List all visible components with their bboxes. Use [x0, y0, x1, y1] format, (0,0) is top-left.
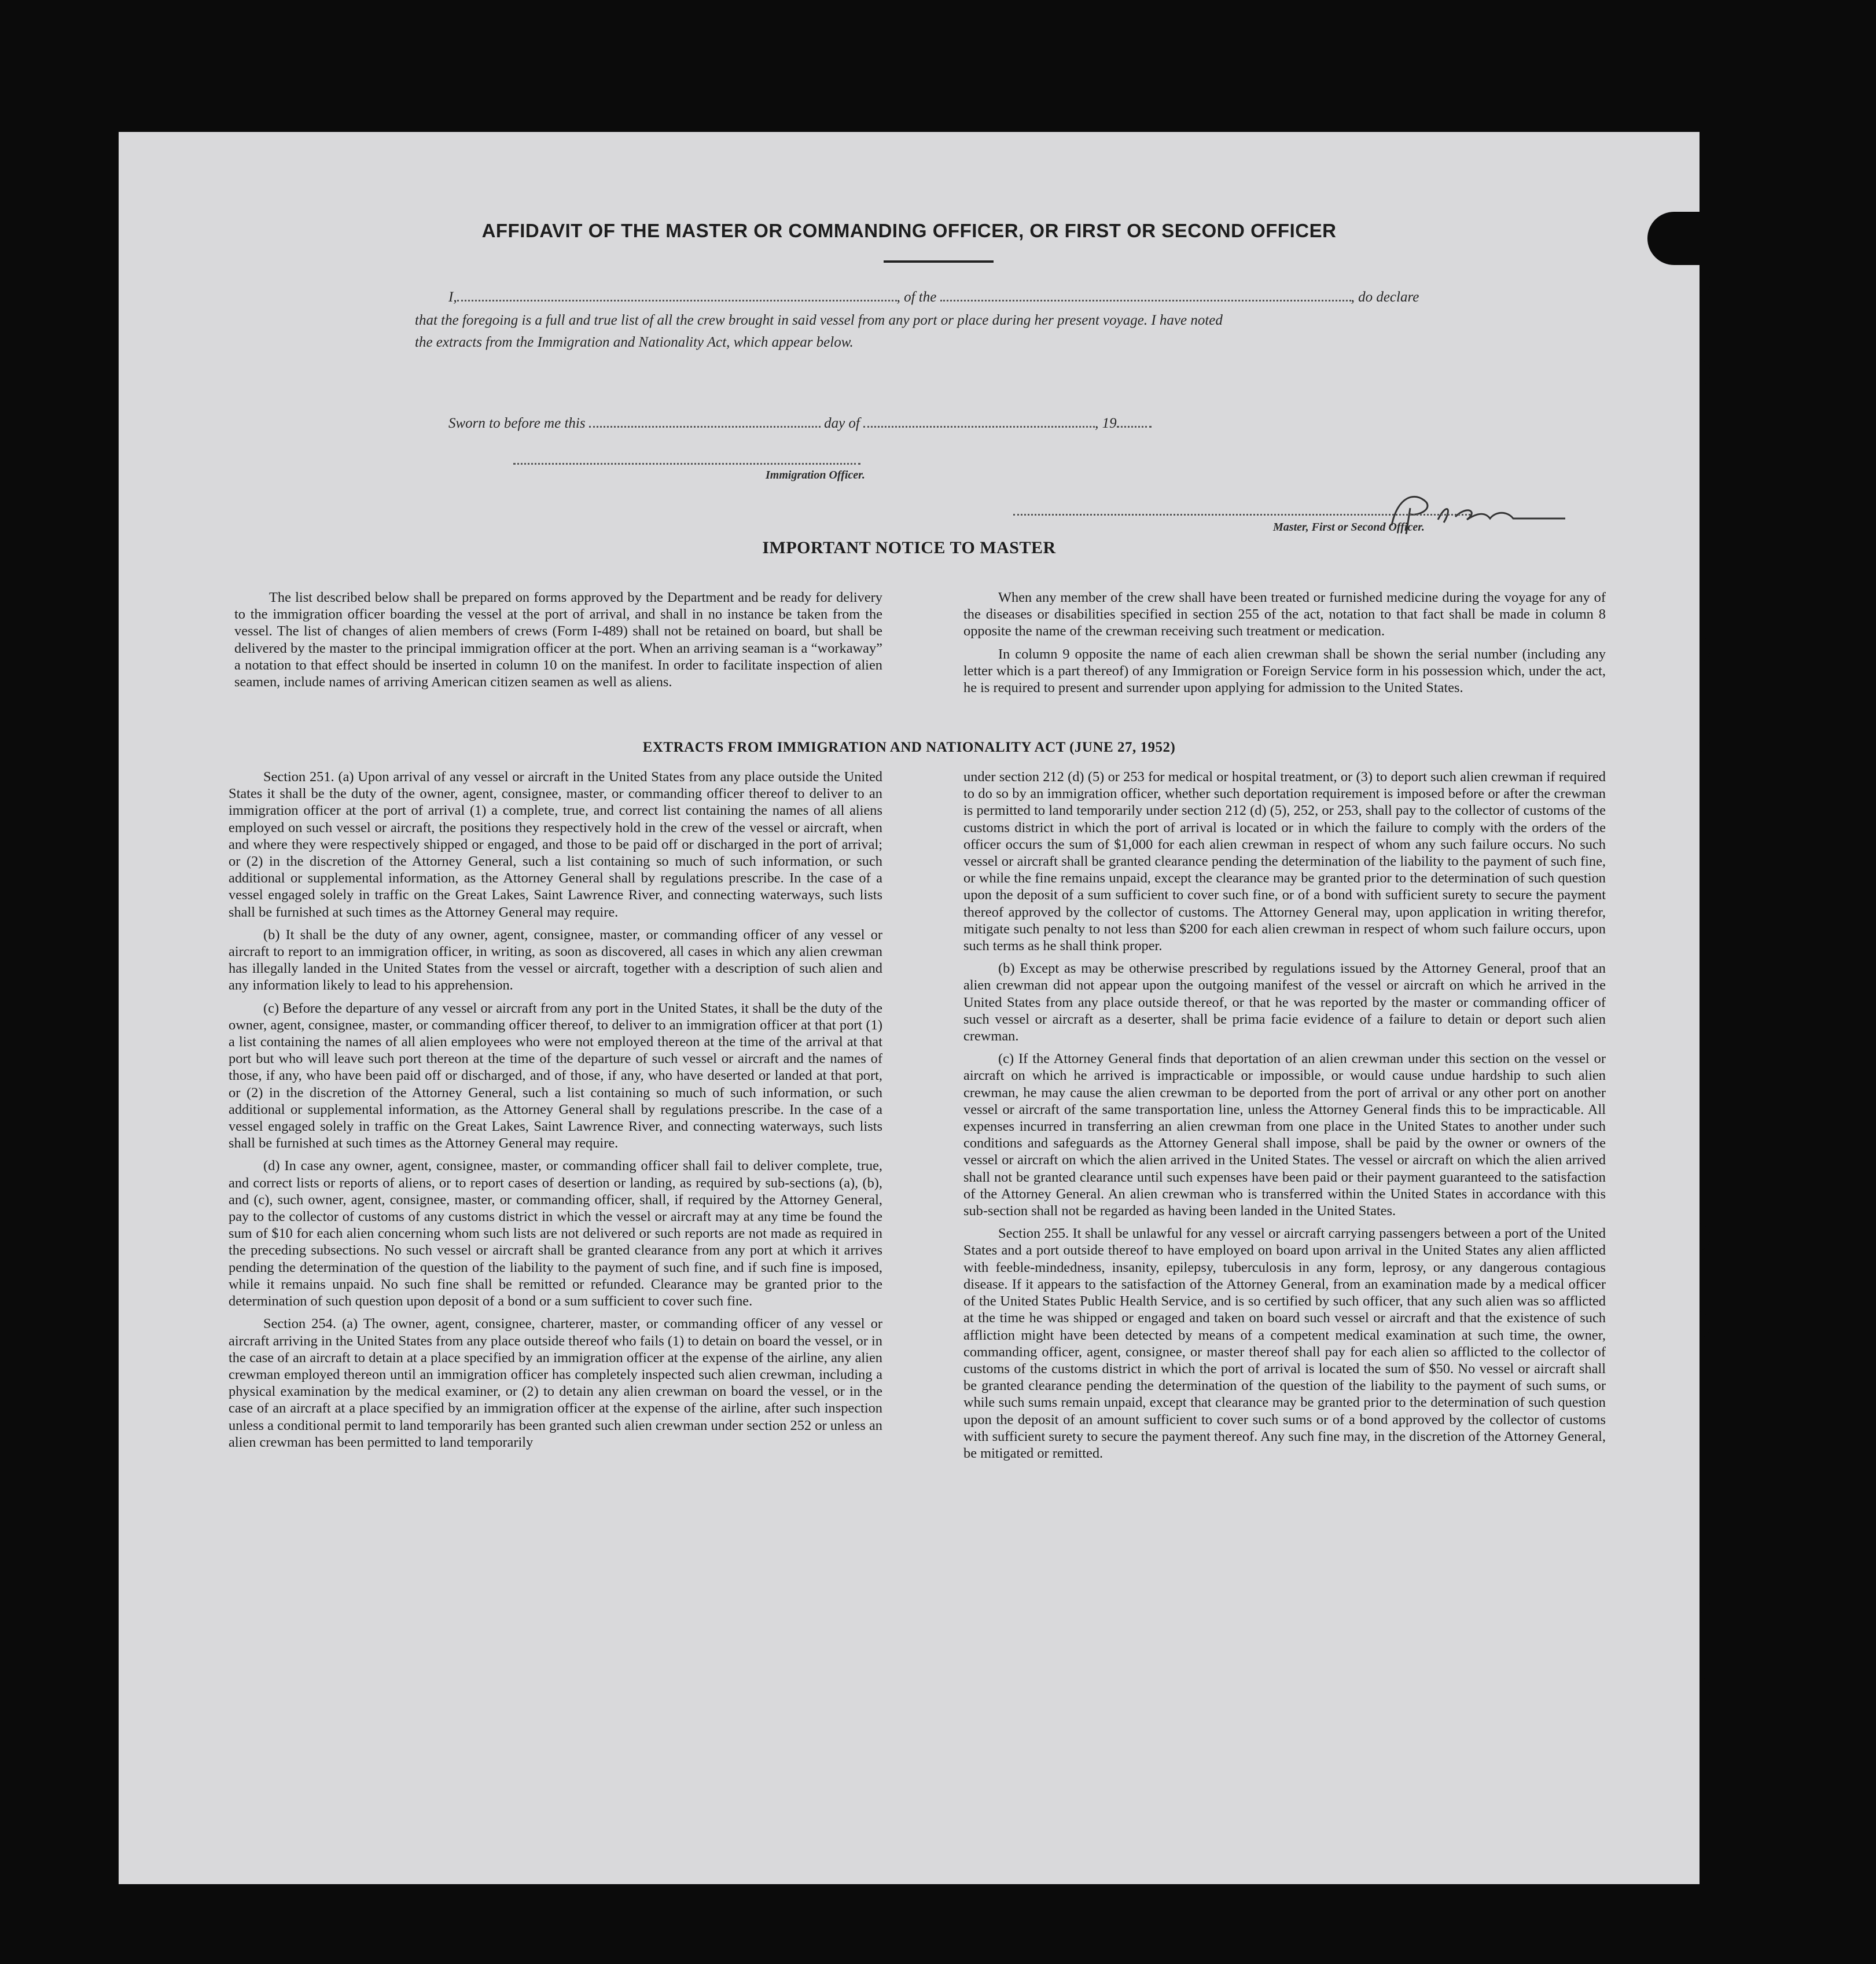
i-label: I,: [448, 289, 457, 305]
section-255: Section 255. It shall be unlawful for any vessel or aircraft carrying passengers between a port of the United States and a port outside thereof to have employed on board upon arrival in the United States any alien afflicted with feeble-mindedness, insanity, epilepsy, tuberculosis in any form, leprosy, or any dangerous contagious disease. If it appears to the satisfaction of the Attorney General, from an examination made by a medical officer of the United States Public Health Service, and is so certified by such officer, that any such alien was so afflicted at the time he was shipped or engaged and taken on board such vessel or aircraft and that the existence of such affliction might have been detected by means of a competent medical examination at such time, the owner, commanding officer, agent, consignee, or master thereof shall pay for each alien so afflicted to the collector of customs of the customs district in which the port of arrival is located the sum of $50. No vessel or aircraft shall be granted clearance pending the determination of the question of the liability to the payment of such sums, or while such sums remain unpaid, except that clearance may be granted prior to the determination of such question upon the deposit of an amount sufficient to cover such sums or of a bond approved by the collector of customs with sufficient surety to secure the payment thereof. Any such fine may, in the discretion of the Attorney General, be mitigated or remitted.: [963, 1226, 1606, 1461]
year-label: , 19: [1095, 415, 1117, 431]
section-254-c: (c) If the Attorney General finds that deportation of an alien crewman under this section on the vessel or aircraft on which he arrived is impracticable or impossible, or would cause undue hardship to such alien crewman, he may cause the alien crewman to be deported from the port of arrival or any other port on another vessel or aircraft of the same transportation line, unless the Attorney General finds this to be impracticable. All expenses incurred in transferring an alien crewman from one place in the United States to another under such conditions and safeguards as the Attorney General shall impose, shall be paid by the owner or owners of the vessel or aircraft on which the alien arrived in the United States. The vessel or aircraft on which the alien arrived shall not be granted clearance until such expenses have been paid or their payment guaranteed to the satisfaction of the Attorney General. An alien crewman who is transferred within the United States in accordance with this sub-section shall not be regarded as having been landed in the United States.: [963, 1051, 1606, 1219]
sworn-label: Sworn to before me this: [448, 415, 586, 431]
signature-caption: Master, First or Second Officer.: [1273, 521, 1425, 534]
section-251-a: Section 251. (a) Upon arrival of any vessel or aircraft in the United States from any place outside the United States it shall be the duty of the owner, agent, consignee, master, or commanding officer thereof to deliver to an immigration officer at the port of arrival (1) a complete, true, and correct list containing the names of all aliens employed on such vessel or aircraft, the positions they respectively hold in the crew of the vessel or aircraft, when and where they were respectively shipped or engaged, and those to be paid off or discharged in the port of arrival; or (2) in the discretion of the Attorney General, such a list containing so much of such information, or such additional or supplemental information, as the Attorney General shall by regulations prescribe. In the case of a vessel engaged solely in traffic on the Great Lakes, Saint Lawrence River, and connecting waterways, such lists shall be furnished at such times as the Attorney General may require.: [229, 769, 882, 920]
extracts-title: EXTRACTS FROM IMMIGRATION AND NATIONALITY ACT (JUNE 27, 1952): [642, 740, 1176, 755]
vessel-blank[interactable]: [940, 300, 1351, 301]
notice-left-column: [234, 589, 882, 696]
notice-right-column: [963, 589, 1606, 702]
immigration-officer-caption: Immigration Officer.: [766, 469, 865, 481]
section-254-a: Section 254. (a) The owner, agent, consignee, charterer, master, or commanding officer of any vessel or aircraft arriving in the United States from any place outside thereof who fails (1) to detain on board the vessel, or in the case of an aircraft to detain at a place specified by an immigration officer at the expense of the airline, any alien crewman employed thereon until an immigration officer has completely inspected such alien crewman, including a physical examination by the medical examiner, or (2) to detain any alien crewman on board the vessel, or in the case of an aircraft at a place specified by an immigration officer at the expense of the airline, after such inspection unless a conditional permit to land temporarily has been granted such alien crewman under section 252 or unless an alien crewman has been permitted to land temporarily: [229, 1316, 882, 1450]
document-page: [119, 132, 1700, 1884]
immigration-officer-line: [513, 463, 860, 465]
sworn-line: [448, 415, 1432, 432]
affidavit-line-2: that the foregoing is a full and true list of all the crew brought in said vessel from any port or place during her present voyage. I have noted: [415, 312, 1223, 328]
section-254-b: (b) Except as may be otherwise prescribed by regulations issued by the Attorney General, proof that an alien crewman did not appear upon the outgoing manifest of the vessel or aircraft on which he arrived in the United States from any place outside thereof, or that he was reported by the master or commanding officer of such vessel or aircraft as a deserter, shall be prima facie evidence of a failure to detain or deport such alien crewman.: [963, 961, 1606, 1044]
extracts-left-column: [229, 768, 882, 1457]
notice-paragraph: The list described below shall be prepared on forms approved by the Department and be ready for delivery to the immigration officer boarding the vessel at the port of arrival, and shall in no instance be taken from the vessel. The list of changes of alien members of crews (Form I-489) shall not be retained on board, but shall be delivered by the master to the principal immigration officer at the port. When an arriving seaman is a “workaway” a notation to that effect should be inserted in column 10 on the manifest. In order to facilitate inspection of alien seamen, include names of arriving American citizen seamen as well as aliens.: [234, 590, 882, 690]
section-251-d: (d) In case any owner, agent, consignee, master, or commanding officer shall fail to deliver complete, true, and correct lists or reports of aliens, or to report cases of desertion or landing, as required by sub-sections (a), (b), and (c), such owner, agent, consignee, master, or commanding officer, shall, if required by the Attorney General, pay to the collector of customs of any customs district in which the vessel or aircraft may at any time be found the sum of $10 for each alien concerning whom such lists are not delivered or such reports are not made as required in the preceding subsections. No such vessel or aircraft shall be granted clearance from any port at which it arrives pending the determination of the question of the liability to the payment of such fine, and if such fine is imposed, while it remains unpaid. No such fine shall be remitted or refunded. Clearance may be granted prior to the determination of such question upon deposit of a bond or a sum sufficient to cover such fine.: [229, 1158, 882, 1310]
notice-title: IMPORTANT NOTICE TO MASTER: [762, 538, 1056, 557]
extracts-right-column: [963, 768, 1606, 1468]
section-251-b: (b) It shall be the duty of any owner, agent, consignee, master, or commanding officer of any vessel or aircraft to report to an immigration officer, in writing, as soon as discovered, all cases in which any alien crewman has illegally landed in the United States from the vessel or aircraft, together with a description of such alien and any information likely to lead to his apprehension.: [229, 926, 882, 994]
notice-paragraph: In column 9 opposite the name of each alien crewman shall be shown the serial number (including any letter which is a part thereof) of any Immigration or Foreign Service form in his possession which, under the act, he is required to present and surrender upon applying for admission to the United States.: [963, 646, 1606, 696]
of-the-label: , of the: [896, 289, 937, 305]
section-251-c: (c) Before the departure of any vessel or aircraft from any port in the United States, it shall be the duty of the owner, agent, consignee, master, or commanding officer thereof, to deliver to an immigration officer at that port (1) a list containing the names of all alien employees who were not employed thereon at the time of the arrival at that port but who will leave such port thereon at the time of the departure of such vessel or aircraft and the names of those, if any, who have been paid off or discharged, and of those, if any, who have deserted or landed at that port, or (2) in the discretion of the Attorney General, such a list containing so much of such information, or such additional or supplemental information, as the Attorney General shall by regulations prescribe. In the case of a vessel engaged solely in traffic on the Great Lakes, Saint Lawrence River, and connecting waterways, such lists shall be furnished at such times as the Attorney General may require.: [229, 1000, 882, 1152]
affidavit-title: AFFIDAVIT OF THE MASTER OR COMMANDING OFFICER, OR FIRST OR SECOND OFFICER: [481, 220, 1337, 241]
sworn-year-blank[interactable]: [1117, 426, 1152, 428]
sworn-month-blank[interactable]: [863, 426, 1095, 428]
sworn-day-blank[interactable]: [589, 426, 821, 428]
name-blank[interactable]: [457, 300, 897, 301]
signature-line: [1013, 514, 1470, 516]
day-of-label: day of: [824, 415, 860, 431]
affidavit-line-1: [448, 289, 1583, 306]
section-254-a-continued: under section 212 (d) (5) or 253 for medical or hospital treatment, or (3) to deport such alien crewman if required to do so by an immigration officer, whether such deportation requirement is imposed before or after the crewman is permitted to land temporarily under section 212 (d) (5), 252, or 253, shall pay to the collector of customs of the customs district in which the port of arrival is located or in which the failure to comply with the orders of the officer occurs the sum of $1,000 for each alien crewman in respect of whom any such failure occurs. No such vessel or aircraft shall be granted clearance pending the determination of the liability to the payment of such fine, or while the fine remains unpaid, except the clearance may be granted prior to the determination of such question upon the deposit of a sum sufficient to cover such fine, or of a bond with sufficient surety to secure the payment thereof approved by the collector of customs. The Attorney General may, upon application in writing therefor, mitigate such penalty to not less than $200 for each alien crewman in respect of whom such failure occurs, upon such terms as he shall think proper.: [963, 769, 1606, 954]
notice-paragraph: When any member of the crew shall have been treated or furnished medicine during the voyage for any of the diseases or disabilities specified in section 255 of the act, notation to that fact shall be made in column 8 opposite the name of the crewman receiving such treatment or medication.: [963, 590, 1606, 639]
affidavit-line-3: the extracts from the Immigration and Nationality Act, which appear below.: [415, 334, 854, 350]
title-rule: [884, 260, 994, 263]
do-declare-label: , do declare: [1351, 289, 1419, 305]
